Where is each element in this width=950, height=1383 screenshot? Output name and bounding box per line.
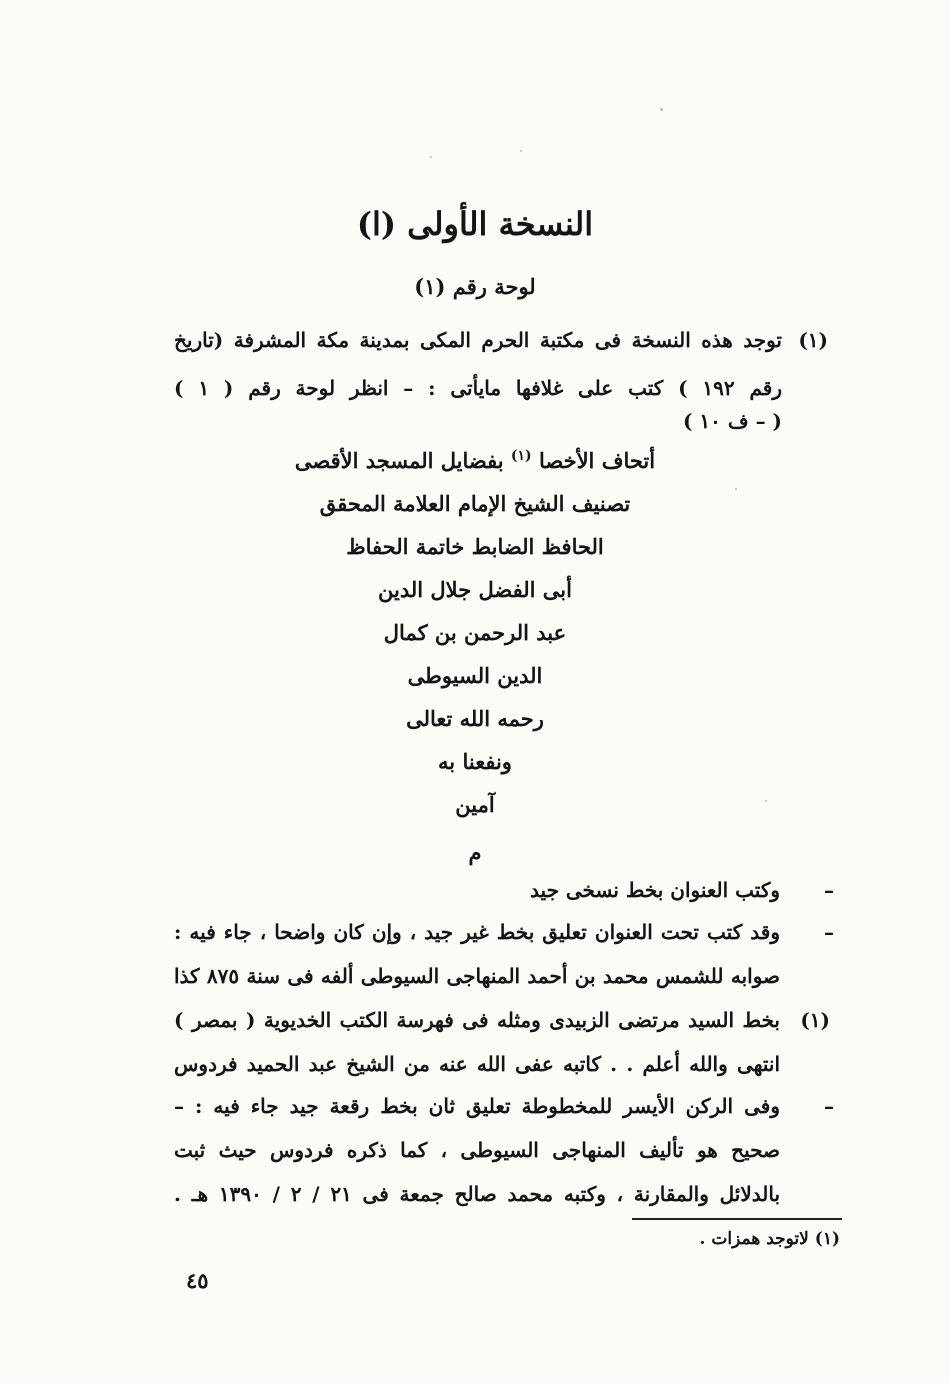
cover-line: ونفعنا به [438, 749, 512, 774]
scan-speck [660, 108, 663, 111]
cover-line: الدين السيوطى [407, 663, 543, 688]
intro-marker: (١) [798, 328, 828, 352]
intro-line: توجد هذه النسخة فى مكتبة الحرم المكى بمدينة مكة المشرفة (تاريخ [174, 328, 782, 352]
intro-line: رقم ١٩٢ ) كتب على غلافها مايأتى : – انظر لوحة رقم ( ١ ) [174, 376, 783, 400]
cover-line: تصنيف الشيخ الإمام العلامة المحقق [319, 491, 631, 516]
cover-line: أبى الفضل جلال الدين [378, 577, 572, 602]
scan-speck [735, 488, 737, 490]
note-line: صحيح هو تأليف المنهاجى السيوطى ، كما ذكره فردوس حيث ثبت [174, 1138, 780, 1162]
side-marker: (١) [800, 1008, 830, 1032]
note-line: وفى الركن الأيسر للمخطوطة تعليق ثان بخط رقعة جيد جاء فيه : – [174, 1094, 780, 1118]
cover-line: آمين [455, 792, 495, 817]
note-line: بالدلائل والمقارنة ، وكتبه محمد صالح جمعة فى ٢١ / ٢ / ١٣٩٠ هـ . [174, 1182, 781, 1206]
note-line: انتهى والله أعلم . . كاتبه عفى الله عنه من الشيخ عبد الحميد فردوس [174, 1052, 780, 1076]
footnote-ref: (١) [510, 448, 532, 464]
scan-speck [520, 150, 522, 152]
note-line: وقد كتب تحت العنوان تعليق بخط غير جيد ، وإن كان واضحا ، جاء فيه : [174, 920, 780, 944]
note-line: بخط السيد مرتضى الزبيدى ومثله فى فهرسة الكتب الخديوية ( بمصر ) [174, 1008, 780, 1032]
cover-line: رحمه الله تعالى [406, 706, 544, 731]
page-number: ٤٥ [186, 1268, 209, 1293]
footnote-rule [632, 1218, 842, 1220]
note-dash: – [824, 878, 834, 902]
page-title: النسخة الأولى (ا) [356, 205, 594, 243]
cover-line: الحافظ الضابط خاتمة الحفاظ [346, 534, 604, 559]
cover-title-after: بفضايل المسجد الأقصى [294, 448, 504, 473]
note-dash: – [824, 1094, 834, 1118]
cover-line: عبد الرحمن بن كمال [383, 620, 567, 645]
cover-title [0, 448, 950, 473]
note-dash: – [824, 920, 834, 944]
cover-title-before: أتحاف الأخصا [538, 448, 656, 473]
footnote: (١) لاتوجد همزات . [699, 1229, 840, 1249]
note-line: صوابه للشمس محمد بن أحمد المنهاجى السيوطى ألفه فى سنة ٨٧٥ كذا [174, 964, 781, 988]
plate-number: لوحة رقم (١) [414, 274, 536, 299]
intro-line: ( – ف ١٠ ) [682, 409, 782, 433]
cover-line: م [468, 840, 482, 865]
scan-speck [430, 156, 432, 158]
note-line: وكتب العنوان بخط نسخى جيد [530, 878, 780, 902]
